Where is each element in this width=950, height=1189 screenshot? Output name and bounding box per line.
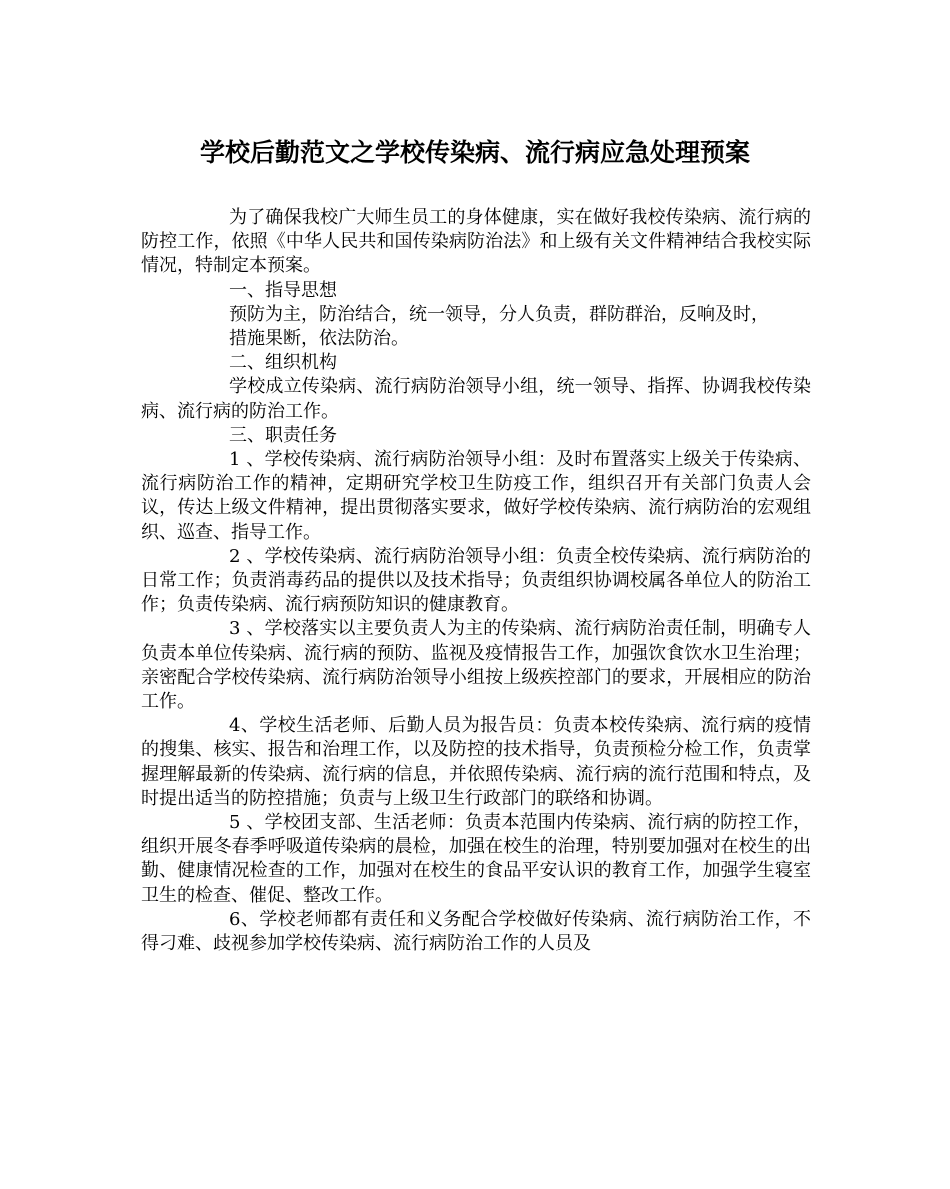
paragraph: 3 、学校落实以主要负责人为主的传染病、流行病防治责任制，明确专人负责本单位传染病、流行病的预防、监视及疫情报告工作，加强饮食饮水卫生治理；亲密配合学校传染病、流行病防治领导小组按上级疾控部门的要求，开展相应的防治工作。 (141, 618, 811, 713)
section-heading: 三、职责任务 (229, 424, 337, 446)
paragraph: 1 、学校传染病、流行病防治领导小组：及时布置落实上级关于传染病、流行病防治工作的精神，定期研究学校卫生防疫工作，组织召开有关部门负责人会议，传达上级文件精神，提出贯彻落实要求，做好学校传染病、流行病防治的宏观组织、巡查、指导工作。 (141, 449, 811, 543)
paragraph: 6、学校老师都有责任和义务配合学校做好传染病、流行病防治工作，不得刁难、歧视参加学校传染病、流行病防治工作的人员及 (141, 908, 811, 955)
paragraph: 为了确保我校广大师生员工的身体健康，实在做好我校传染病、流行病的防控工作，依照《中华人民共和国传染病防治法》和上级有关文件精神结合我校实际情况，特制定本预案。 (141, 207, 811, 277)
section-heading: 二、组织机构 (229, 352, 337, 374)
paragraph: 预防为主，防治结合，统一领导，分人负责，群防群治，反响及时， (229, 303, 769, 325)
paragraph: 4、学校生活老师、后勤人员为报告员：负责本校传染病、流行病的疫情的搜集、核实、报告和治理工作，以及防控的技术指导，负责预检分检工作，负责掌握理解最新的传染病、流行病的信息，并依照传染病、流行病的流行范围和特点，及时提出适当的防控措施；负责与上级卫生行政部门的联络和协调。 (141, 715, 811, 809)
paragraph: 措施果断，依法防治。 (229, 328, 409, 350)
paragraph: 学校成立传染病、流行病防治领导小组，统一领导、指挥、协调我校传染病、流行病的防治工作。 (141, 376, 811, 422)
section-heading: 一、指导思想 (229, 279, 337, 301)
paragraph: 5 、学校团支部、生活老师：负责本范围内传染病、流行病的防控工作，组织开展冬春季呼吸道传染病的晨检，加强在校生的治理，特别要加强对在校生的出勤、健康情况检查的工作，加强对在校生的食品平安认识的教育工作，加强学生寝室卫生的检查、催促、整改工作。 (141, 812, 811, 906)
document-body (141, 206, 811, 956)
document-title: 学校后勤范文之学校传染病、流行病应急处理预案 (199, 138, 750, 167)
paragraph: 2 、学校传染病、流行病防治领导小组：负责全校传染病、流行病防治的日常工作；负责消毒药品的提供以及技术指导；负责组织协调校属各单位人的防治工作；负责传染病、流行病预防知识的健康教育。 (141, 545, 811, 616)
